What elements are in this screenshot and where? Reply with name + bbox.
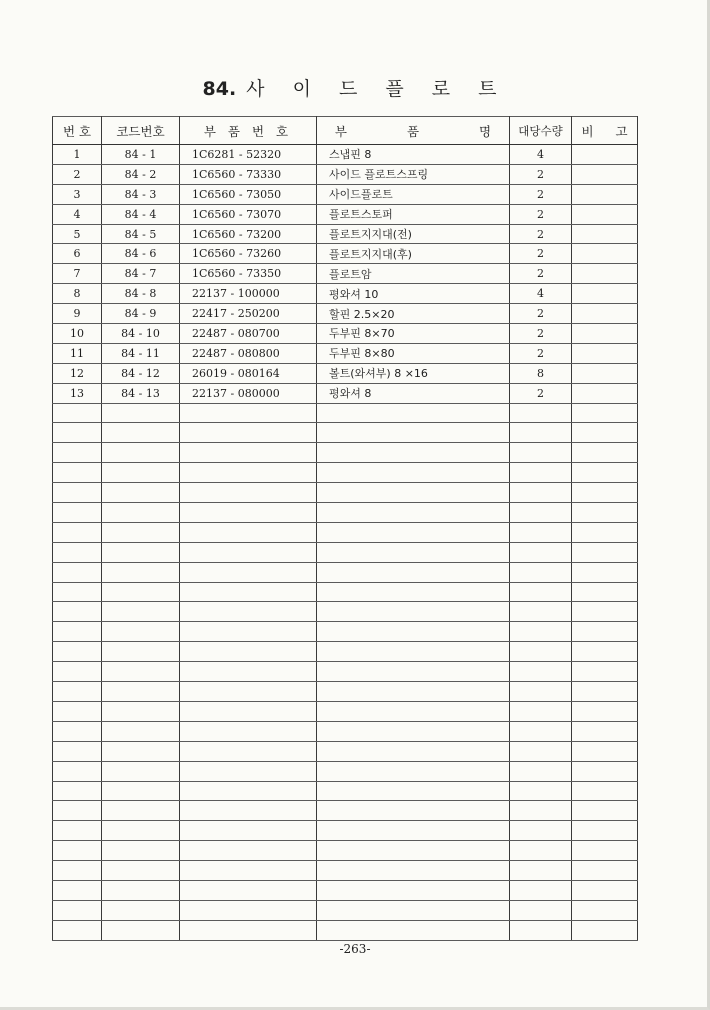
table-row — [53, 363, 638, 383]
empty-table-row — [53, 781, 638, 801]
cell-part-no: 1C6560 - 73070 — [180, 204, 317, 224]
cell-qty — [510, 861, 572, 881]
cell-qty: 2 — [510, 324, 572, 344]
cell-note — [572, 761, 638, 781]
cell-qty — [510, 841, 572, 861]
cell-qty: 2 — [510, 304, 572, 324]
cell-part-no — [180, 443, 317, 463]
page-number: -263- — [339, 942, 371, 956]
cell-code — [102, 582, 180, 602]
cell-qty — [510, 483, 572, 503]
cell-code — [102, 423, 180, 443]
cell-name — [317, 900, 510, 920]
cell-name — [317, 542, 510, 562]
cell-part-no: 22137 - 080000 — [180, 383, 317, 403]
cell-note — [572, 204, 638, 224]
cell-note — [572, 363, 638, 383]
cell-name — [317, 443, 510, 463]
cell-qty — [510, 562, 572, 582]
cell-note — [572, 662, 638, 682]
cell-code — [102, 443, 180, 463]
cell-name — [317, 701, 510, 721]
cell-name: 볼트(와셔부) 8 ×16 — [317, 363, 510, 383]
cell-note — [572, 145, 638, 165]
cell-no — [53, 522, 102, 542]
cell-no — [53, 602, 102, 622]
empty-table-row — [53, 622, 638, 642]
header-qty: 대당수량 — [510, 117, 572, 145]
cell-no — [53, 920, 102, 940]
cell-name: 스냅핀 8 — [317, 145, 510, 165]
cell-qty — [510, 821, 572, 841]
cell-name — [317, 403, 510, 423]
cell-no — [53, 582, 102, 602]
empty-table-row — [53, 582, 638, 602]
header-name: 부 품 명 — [317, 117, 510, 145]
cell-name: 할핀 2.5×20 — [317, 304, 510, 324]
cell-name: 플로트스토퍼 — [317, 204, 510, 224]
cell-part-no — [180, 582, 317, 602]
cell-qty — [510, 920, 572, 940]
cell-no — [53, 443, 102, 463]
header-part-no: 부 품 번 호 — [180, 117, 317, 145]
cell-qty — [510, 423, 572, 443]
table-row — [53, 204, 638, 224]
cell-code — [102, 403, 180, 423]
cell-qty: 8 — [510, 363, 572, 383]
cell-name — [317, 503, 510, 523]
cell-no: 5 — [53, 224, 102, 244]
cell-qty: 2 — [510, 383, 572, 403]
cell-name — [317, 423, 510, 443]
cell-note — [572, 423, 638, 443]
table-row — [53, 304, 638, 324]
cell-part-no — [180, 463, 317, 483]
cell-part-no — [180, 503, 317, 523]
cell-note — [572, 443, 638, 463]
cell-note — [572, 562, 638, 582]
empty-table-row — [53, 801, 638, 821]
cell-part-no — [180, 701, 317, 721]
cell-note — [572, 483, 638, 503]
table-row — [53, 184, 638, 204]
cell-part-no — [180, 861, 317, 881]
empty-table-row — [53, 721, 638, 741]
cell-no: 7 — [53, 264, 102, 284]
empty-table-row — [53, 562, 638, 582]
cell-note — [572, 821, 638, 841]
empty-table-row — [53, 542, 638, 562]
cell-name — [317, 602, 510, 622]
cell-note — [572, 861, 638, 881]
cell-name — [317, 562, 510, 582]
cell-code: 84 - 6 — [102, 244, 180, 264]
cell-part-no: 22487 - 080700 — [180, 324, 317, 344]
cell-no — [53, 801, 102, 821]
cell-name — [317, 781, 510, 801]
cell-name — [317, 582, 510, 602]
empty-table-row — [53, 701, 638, 721]
cell-code: 84 - 1 — [102, 145, 180, 165]
cell-code — [102, 662, 180, 682]
cell-code: 84 - 9 — [102, 304, 180, 324]
cell-no: 10 — [53, 324, 102, 344]
cell-code — [102, 821, 180, 841]
cell-code: 84 - 7 — [102, 264, 180, 284]
cell-no: 4 — [53, 204, 102, 224]
empty-table-row — [53, 920, 638, 940]
cell-no: 6 — [53, 244, 102, 264]
cell-note — [572, 164, 638, 184]
cell-no — [53, 423, 102, 443]
empty-table-row — [53, 642, 638, 662]
empty-table-row — [53, 522, 638, 542]
empty-table-row — [53, 423, 638, 443]
cell-qty — [510, 622, 572, 642]
cell-code — [102, 900, 180, 920]
cell-qty: 2 — [510, 244, 572, 264]
cell-code — [102, 841, 180, 861]
cell-qty — [510, 741, 572, 761]
cell-name — [317, 841, 510, 861]
empty-table-row — [53, 821, 638, 841]
cell-part-no: 1C6560 - 73050 — [180, 184, 317, 204]
cell-note — [572, 184, 638, 204]
table-row — [53, 383, 638, 403]
cell-qty: 2 — [510, 264, 572, 284]
table-row — [53, 224, 638, 244]
cell-part-no: 22417 - 250200 — [180, 304, 317, 324]
cell-note — [572, 224, 638, 244]
cell-no — [53, 562, 102, 582]
cell-name — [317, 522, 510, 542]
cell-code — [102, 483, 180, 503]
cell-qty: 2 — [510, 204, 572, 224]
cell-qty: 2 — [510, 164, 572, 184]
header-note: 비 고 — [572, 117, 638, 145]
cell-no: 1 — [53, 145, 102, 165]
cell-code: 84 - 8 — [102, 284, 180, 304]
cell-qty — [510, 721, 572, 741]
table-row — [53, 264, 638, 284]
empty-table-row — [53, 662, 638, 682]
header-no: 번 호 — [53, 117, 102, 145]
cell-part-no — [180, 801, 317, 821]
cell-qty — [510, 642, 572, 662]
cell-part-no — [180, 761, 317, 781]
cell-name: 두부핀 8×70 — [317, 324, 510, 344]
cell-name: 평와셔 8 — [317, 383, 510, 403]
empty-table-row — [53, 463, 638, 483]
cell-qty — [510, 781, 572, 801]
cell-code — [102, 801, 180, 821]
cell-code — [102, 503, 180, 523]
cell-name — [317, 483, 510, 503]
cell-part-no — [180, 483, 317, 503]
cell-code — [102, 602, 180, 622]
cell-qty: 2 — [510, 224, 572, 244]
cell-part-no: 1C6560 - 73260 — [180, 244, 317, 264]
table-row — [53, 284, 638, 304]
cell-code — [102, 761, 180, 781]
cell-part-no — [180, 721, 317, 741]
cell-no — [53, 662, 102, 682]
cell-code: 84 - 2 — [102, 164, 180, 184]
empty-table-row — [53, 761, 638, 781]
cell-no — [53, 642, 102, 662]
cell-qty: 2 — [510, 343, 572, 363]
cell-name — [317, 741, 510, 761]
cell-code — [102, 721, 180, 741]
empty-table-row — [53, 741, 638, 761]
cell-part-no — [180, 741, 317, 761]
cell-no: 11 — [53, 343, 102, 363]
cell-qty: 4 — [510, 284, 572, 304]
cell-note — [572, 701, 638, 721]
cell-note — [572, 721, 638, 741]
cell-code — [102, 562, 180, 582]
cell-no — [53, 761, 102, 781]
cell-name: 평와셔 10 — [317, 284, 510, 304]
cell-name: 플로트지지대(전) — [317, 224, 510, 244]
cell-no — [53, 781, 102, 801]
cell-part-no — [180, 403, 317, 423]
cell-note — [572, 244, 638, 264]
cell-code — [102, 701, 180, 721]
empty-table-row — [53, 900, 638, 920]
cell-qty: 4 — [510, 145, 572, 165]
cell-note — [572, 642, 638, 662]
cell-code — [102, 642, 180, 662]
cell-part-no — [180, 920, 317, 940]
cell-code: 84 - 13 — [102, 383, 180, 403]
cell-note — [572, 920, 638, 940]
table-row — [53, 244, 638, 264]
cell-name — [317, 622, 510, 642]
cell-qty — [510, 761, 572, 781]
cell-code — [102, 463, 180, 483]
cell-part-no: 1C6560 - 73350 — [180, 264, 317, 284]
table-header-row — [53, 117, 638, 145]
empty-table-row — [53, 483, 638, 503]
cell-code — [102, 741, 180, 761]
cell-note — [572, 741, 638, 761]
cell-qty — [510, 900, 572, 920]
cell-note — [572, 801, 638, 821]
empty-table-row — [53, 503, 638, 523]
cell-part-no — [180, 821, 317, 841]
title-number: 84. — [202, 78, 237, 100]
cell-name — [317, 761, 510, 781]
empty-table-row — [53, 841, 638, 861]
cell-no — [53, 622, 102, 642]
cell-qty — [510, 801, 572, 821]
cell-qty — [510, 682, 572, 702]
cell-name — [317, 821, 510, 841]
parts-table — [52, 116, 638, 941]
table-row — [53, 324, 638, 344]
cell-note — [572, 582, 638, 602]
cell-no: 9 — [53, 304, 102, 324]
cell-part-no: 1C6560 - 73200 — [180, 224, 317, 244]
cell-code — [102, 522, 180, 542]
cell-note — [572, 383, 638, 403]
cell-code: 84 - 11 — [102, 343, 180, 363]
cell-no: 13 — [53, 383, 102, 403]
page-title — [0, 74, 710, 104]
cell-qty — [510, 403, 572, 423]
cell-name — [317, 721, 510, 741]
cell-no — [53, 900, 102, 920]
cell-no — [53, 463, 102, 483]
cell-part-no — [180, 602, 317, 622]
cell-note — [572, 324, 638, 344]
cell-code — [102, 542, 180, 562]
cell-name — [317, 801, 510, 821]
cell-no — [53, 701, 102, 721]
cell-part-no — [180, 423, 317, 443]
cell-note — [572, 900, 638, 920]
cell-qty — [510, 880, 572, 900]
cell-no: 12 — [53, 363, 102, 383]
cell-part-no: 22487 - 080800 — [180, 343, 317, 363]
cell-no — [53, 821, 102, 841]
cell-name: 사이드 플로트스프링 — [317, 164, 510, 184]
cell-name — [317, 642, 510, 662]
cell-name — [317, 880, 510, 900]
cell-part-no — [180, 522, 317, 542]
cell-name — [317, 463, 510, 483]
cell-qty — [510, 522, 572, 542]
table-body — [53, 145, 638, 941]
cell-qty — [510, 542, 572, 562]
cell-code — [102, 880, 180, 900]
cell-no — [53, 483, 102, 503]
cell-note — [572, 522, 638, 542]
cell-part-no: 26019 - 080164 — [180, 363, 317, 383]
cell-no — [53, 403, 102, 423]
cell-part-no — [180, 542, 317, 562]
cell-no — [53, 682, 102, 702]
cell-no — [53, 841, 102, 861]
cell-code: 84 - 3 — [102, 184, 180, 204]
cell-code: 84 - 12 — [102, 363, 180, 383]
cell-no: 2 — [53, 164, 102, 184]
cell-qty — [510, 701, 572, 721]
empty-table-row — [53, 682, 638, 702]
title-text: 사 이 드 플 로 트 — [246, 78, 508, 100]
cell-part-no: 22137 - 100000 — [180, 284, 317, 304]
cell-note — [572, 880, 638, 900]
cell-code — [102, 861, 180, 881]
cell-code — [102, 920, 180, 940]
cell-name: 플로트지지대(후) — [317, 244, 510, 264]
cell-note — [572, 304, 638, 324]
cell-note — [572, 503, 638, 523]
cell-note — [572, 542, 638, 562]
cell-code: 84 - 4 — [102, 204, 180, 224]
cell-part-no: 1C6560 - 73330 — [180, 164, 317, 184]
cell-part-no — [180, 562, 317, 582]
cell-part-no — [180, 682, 317, 702]
cell-no — [53, 721, 102, 741]
cell-no — [53, 741, 102, 761]
cell-no — [53, 542, 102, 562]
empty-table-row — [53, 403, 638, 423]
cell-note — [572, 622, 638, 642]
cell-no: 3 — [53, 184, 102, 204]
cell-no — [53, 861, 102, 881]
cell-qty — [510, 662, 572, 682]
empty-table-row — [53, 443, 638, 463]
cell-qty — [510, 443, 572, 463]
cell-name: 플로트암 — [317, 264, 510, 284]
table-row — [53, 145, 638, 165]
cell-part-no — [180, 880, 317, 900]
header-code: 코드번호 — [102, 117, 180, 145]
cell-note — [572, 781, 638, 801]
cell-qty — [510, 503, 572, 523]
cell-part-no — [180, 781, 317, 801]
cell-code — [102, 781, 180, 801]
cell-note — [572, 264, 638, 284]
cell-note — [572, 602, 638, 622]
cell-code — [102, 622, 180, 642]
cell-note — [572, 403, 638, 423]
cell-note — [572, 343, 638, 363]
empty-table-row — [53, 880, 638, 900]
cell-name — [317, 920, 510, 940]
cell-code: 84 - 10 — [102, 324, 180, 344]
cell-name — [317, 861, 510, 881]
cell-qty — [510, 602, 572, 622]
cell-name: 사이드플로트 — [317, 184, 510, 204]
cell-note — [572, 841, 638, 861]
cell-qty — [510, 463, 572, 483]
cell-part-no — [180, 841, 317, 861]
cell-code — [102, 682, 180, 702]
cell-part-no — [180, 642, 317, 662]
cell-name — [317, 682, 510, 702]
empty-table-row — [53, 602, 638, 622]
cell-part-no — [180, 622, 317, 642]
cell-name — [317, 662, 510, 682]
cell-part-no — [180, 662, 317, 682]
cell-no: 8 — [53, 284, 102, 304]
cell-note — [572, 463, 638, 483]
cell-no — [53, 880, 102, 900]
empty-table-row — [53, 861, 638, 881]
cell-part-no — [180, 900, 317, 920]
cell-note — [572, 682, 638, 702]
cell-qty — [510, 582, 572, 602]
cell-no — [53, 503, 102, 523]
cell-note — [572, 284, 638, 304]
table-row — [53, 343, 638, 363]
cell-code: 84 - 5 — [102, 224, 180, 244]
cell-part-no: 1C6281 - 52320 — [180, 145, 317, 165]
table-row — [53, 164, 638, 184]
cell-qty: 2 — [510, 184, 572, 204]
cell-name: 두부핀 8×80 — [317, 343, 510, 363]
